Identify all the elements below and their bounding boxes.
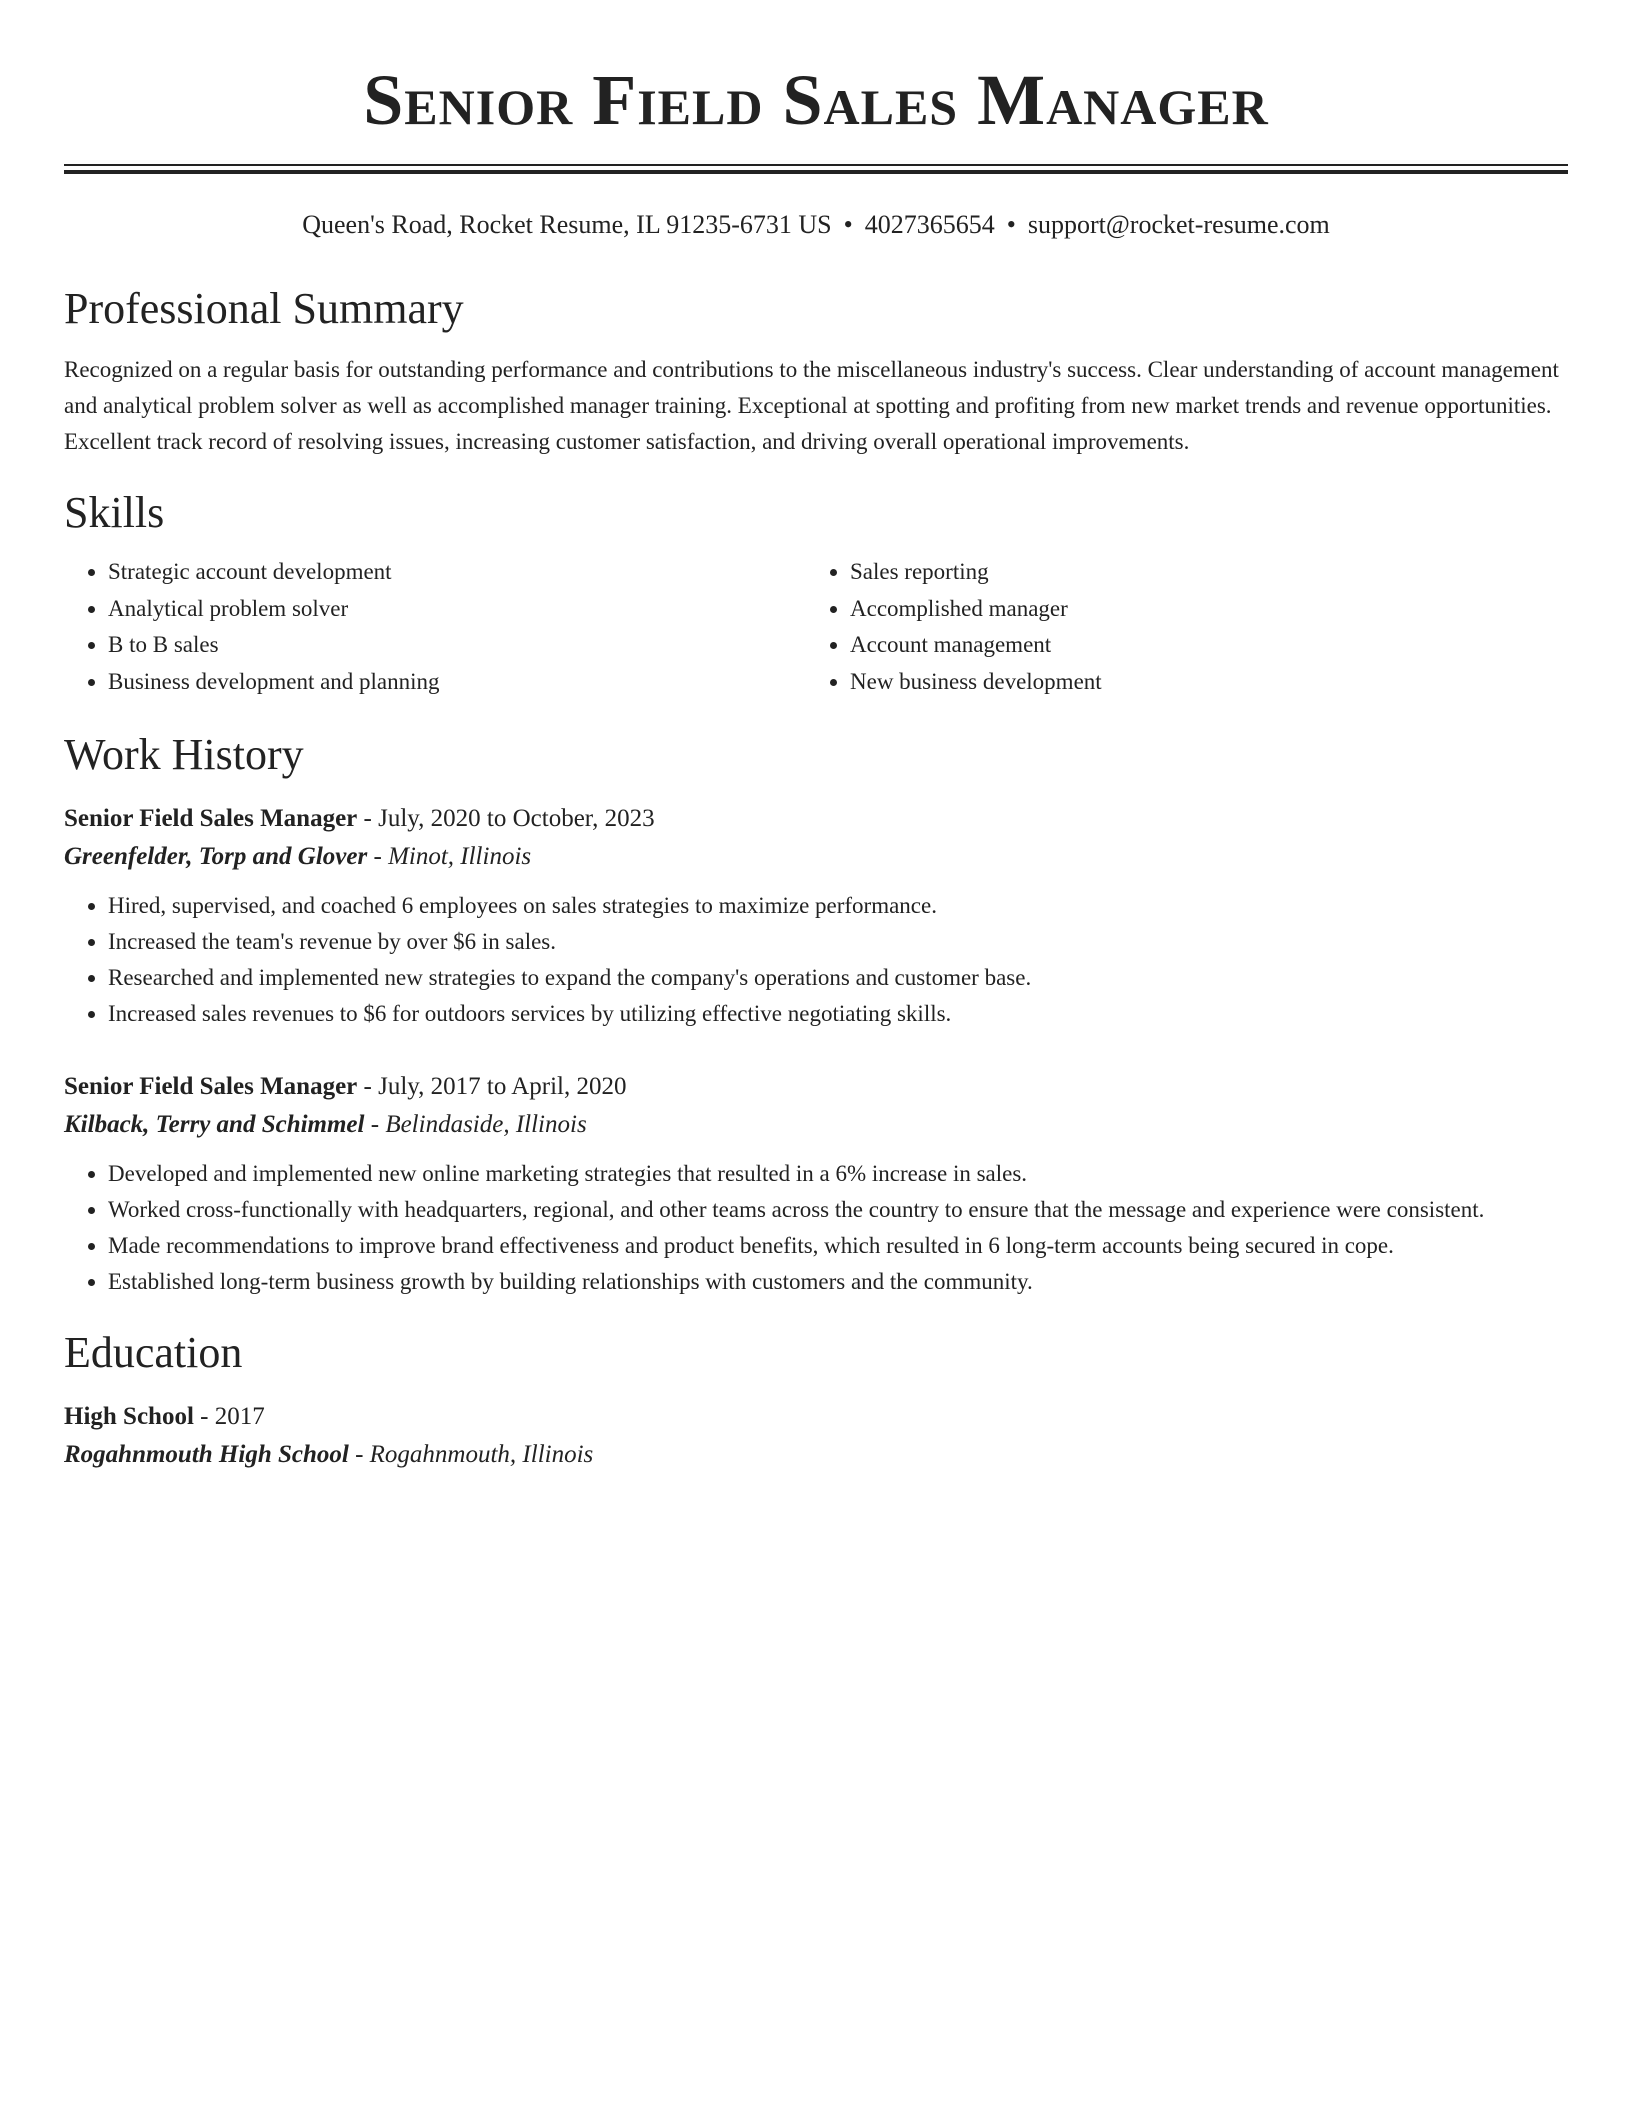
- section-title-summary: Professional Summary: [64, 284, 464, 333]
- title-double-rule: [64, 164, 1568, 174]
- skill-item: • Strategic account development: [108, 554, 806, 591]
- contact-email: support@rocket-resume.com: [1027, 210, 1330, 239]
- job-dates: July, 2017 to April, 2020: [378, 1073, 627, 1100]
- job-company-line: Greenfelder, Torp and Glover - Minot, Illinois: [64, 843, 532, 870]
- job-company: Greenfelder, Torp and Glover: [64, 843, 368, 870]
- job-bullets: [64, 1156, 1568, 1300]
- job-bullet: • Hired, supervised, and coached 6 employees on sales strategies to maximize performance.: [108, 888, 1568, 924]
- job-location: Minot, Illinois: [388, 843, 532, 870]
- education-year: 2017: [214, 1403, 265, 1430]
- job-bullet: • Increased the team's revenue by over $6 in sales.: [108, 924, 1568, 960]
- job-role: Senior Field Sales Manager: [64, 1073, 358, 1100]
- skill-item: • B to B sales: [108, 627, 806, 664]
- job-dates: July, 2020 to October, 2023: [378, 805, 655, 832]
- contact-address: Queen's Road, Rocket Resume, IL 91235-6731 US: [302, 210, 832, 239]
- skills-column-left: [64, 554, 806, 700]
- skill-item: • Accomplished manager: [850, 591, 1548, 628]
- contact-line: [64, 208, 1568, 242]
- job-bullets: [64, 888, 1568, 1032]
- summary-text: Recognized on a regular basis for outstanding performance and contributions to the miscellaneous industry's success. Clear understanding of account management and analytical problem solver as well as accomplished manager training. Exceptional at spotting and profiting from new market trends and revenue opportunities. Excellent track record of resolving issues, increasing customer satisfaction, and driving overall operational improvements.: [64, 357, 1559, 454]
- skill-item: • Sales reporting: [850, 554, 1548, 591]
- skills-list: [64, 554, 1568, 700]
- job-bullet: • Worked cross-functionally with headquarters, regional, and other teams across the country to ensure that the message and experience were consistent.: [108, 1192, 1568, 1228]
- job-entry: [64, 1068, 1568, 1300]
- contact-phone: 4027365654: [864, 210, 995, 239]
- education-degree-line: High School - 2017: [64, 1403, 265, 1430]
- job-company: Kilback, Terry and Schimmel: [64, 1111, 365, 1138]
- job-role-line: Senior Field Sales Manager - July, 2020 to October, 2023: [64, 805, 655, 832]
- skill-item: • New business development: [850, 664, 1548, 701]
- section-title-work-history: Work History: [64, 730, 304, 779]
- contact-separator: •: [843, 210, 853, 239]
- education-degree: High School: [64, 1403, 194, 1430]
- education-entry: [64, 1398, 1568, 1474]
- resume-page: [64, 0, 1568, 1474]
- education-school: Rogahnmouth High School: [64, 1441, 349, 1468]
- skill-item: • Account management: [850, 627, 1548, 664]
- skills-column-right: [806, 554, 1548, 700]
- section-title-skills: Skills: [64, 488, 165, 537]
- job-entry: [64, 800, 1568, 1032]
- job-company-line: Kilback, Terry and Schimmel - Belindaside, Illinois: [64, 1111, 587, 1138]
- education-school-line: Rogahnmouth High School - Rogahnmouth, Illinois: [64, 1441, 594, 1468]
- job-role: Senior Field Sales Manager: [64, 805, 358, 832]
- section-title-education: Education: [64, 1328, 243, 1377]
- job-location: Belindaside, Illinois: [385, 1111, 587, 1138]
- skill-item: • Business development and planning: [108, 664, 806, 701]
- job-bullet: • Researched and implemented new strategies to expand the company's operations and customer base.: [108, 960, 1568, 996]
- contact-separator: •: [1006, 210, 1016, 239]
- job-bullet: • Made recommendations to improve brand effectiveness and product benefits, which resulted in 6 long-term accounts being secured in cope.: [108, 1228, 1568, 1264]
- education-location: Rogahnmouth, Illinois: [369, 1441, 594, 1468]
- job-role-line: Senior Field Sales Manager - July, 2017 to April, 2020: [64, 1073, 627, 1100]
- job-bullet: • Increased sales revenues to $6 for outdoors services by utilizing effective negotiating skills.: [108, 996, 1568, 1032]
- job-bullet: • Developed and implemented new online marketing strategies that resulted in a 6% increase in sales.: [108, 1156, 1568, 1192]
- skill-item: • Analytical problem solver: [108, 591, 806, 628]
- resume-name-title: Senior Field Sales Manager: [363, 60, 1269, 140]
- job-bullet: • Established long-term business growth by building relationships with customers and the community.: [108, 1264, 1568, 1300]
